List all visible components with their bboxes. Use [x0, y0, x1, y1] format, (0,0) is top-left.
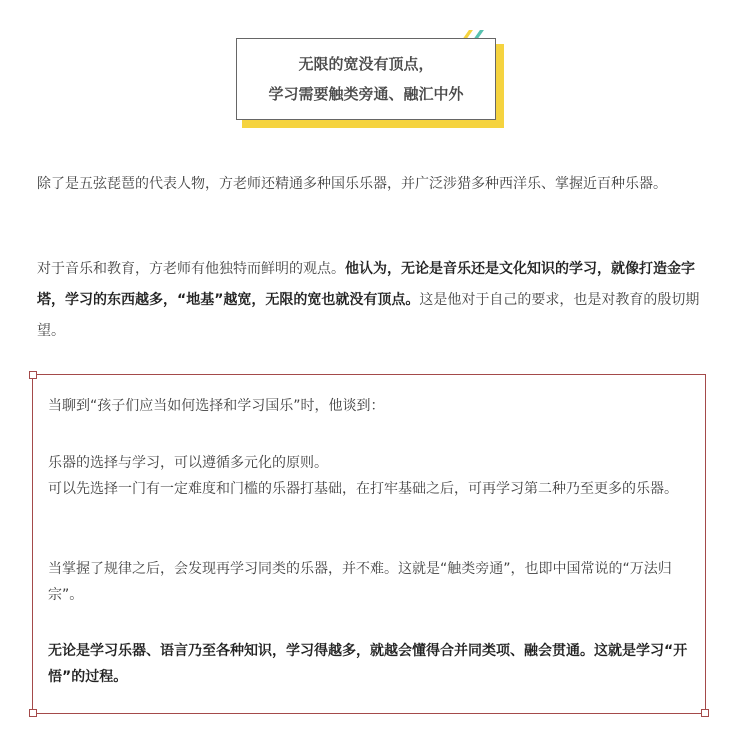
quote-paragraph-3-bold: 无论是学习乐器、语言乃至各种知识，学习得越多，就越会懂得合并同类项、融会贯通。这就是学习“开悟”的过程。 [48, 643, 688, 685]
heading-line-1: 无限的宽没有顶点， [298, 55, 434, 73]
paragraph-viewpoint [37, 254, 707, 347]
quote-box [32, 374, 706, 714]
viewpoint-text-end: 这是他对于自己的要求，也是对教育的殷切期望。 [37, 292, 700, 339]
quote-line-1: 乐器的选择与学习，可以遵循多元化的原则。 [48, 455, 328, 471]
heading-line-2: 学习需要触类旁通、融汇中外 [268, 85, 464, 103]
quote-paragraph-1 [48, 450, 698, 502]
section-heading [236, 38, 498, 122]
corner-marker-bottom-right [701, 709, 709, 717]
heading-box [236, 38, 496, 120]
quote-intro: 当聊到“孩子们应当如何选择和学习国乐”时，他谈到： [48, 398, 385, 414]
corner-marker-top-left [29, 371, 37, 379]
viewpoint-text-start: 对于音乐和教育，方老师有他独特而鲜明的观点。 [37, 261, 345, 277]
corner-marker-bottom-left [29, 709, 37, 717]
quote-paragraph-2: 当掌握了规律之后，会发现再学习同类的乐器，并不难。这就是“触类旁通”，也即中国常说的“万法归宗”。 [48, 561, 672, 603]
paragraph-intro: 除了是五弦琵琶的代表人物，方老师还精通多种国乐乐器，并广泛涉猎多种西洋乐、掌握近百种乐器。 [37, 176, 667, 192]
quote-line-2: 可以先选择一门有一定难度和门槛的乐器打基础，在打牢基础之后，可再学习第二种乃至更多的乐器。 [48, 481, 678, 497]
viewpoint-bold-text: 他认为，无论是音乐还是文化知识的学习，就像打造金字塔，学习的东西越多，“地基”越宽，无限的宽也就没有顶点。 [37, 261, 695, 308]
